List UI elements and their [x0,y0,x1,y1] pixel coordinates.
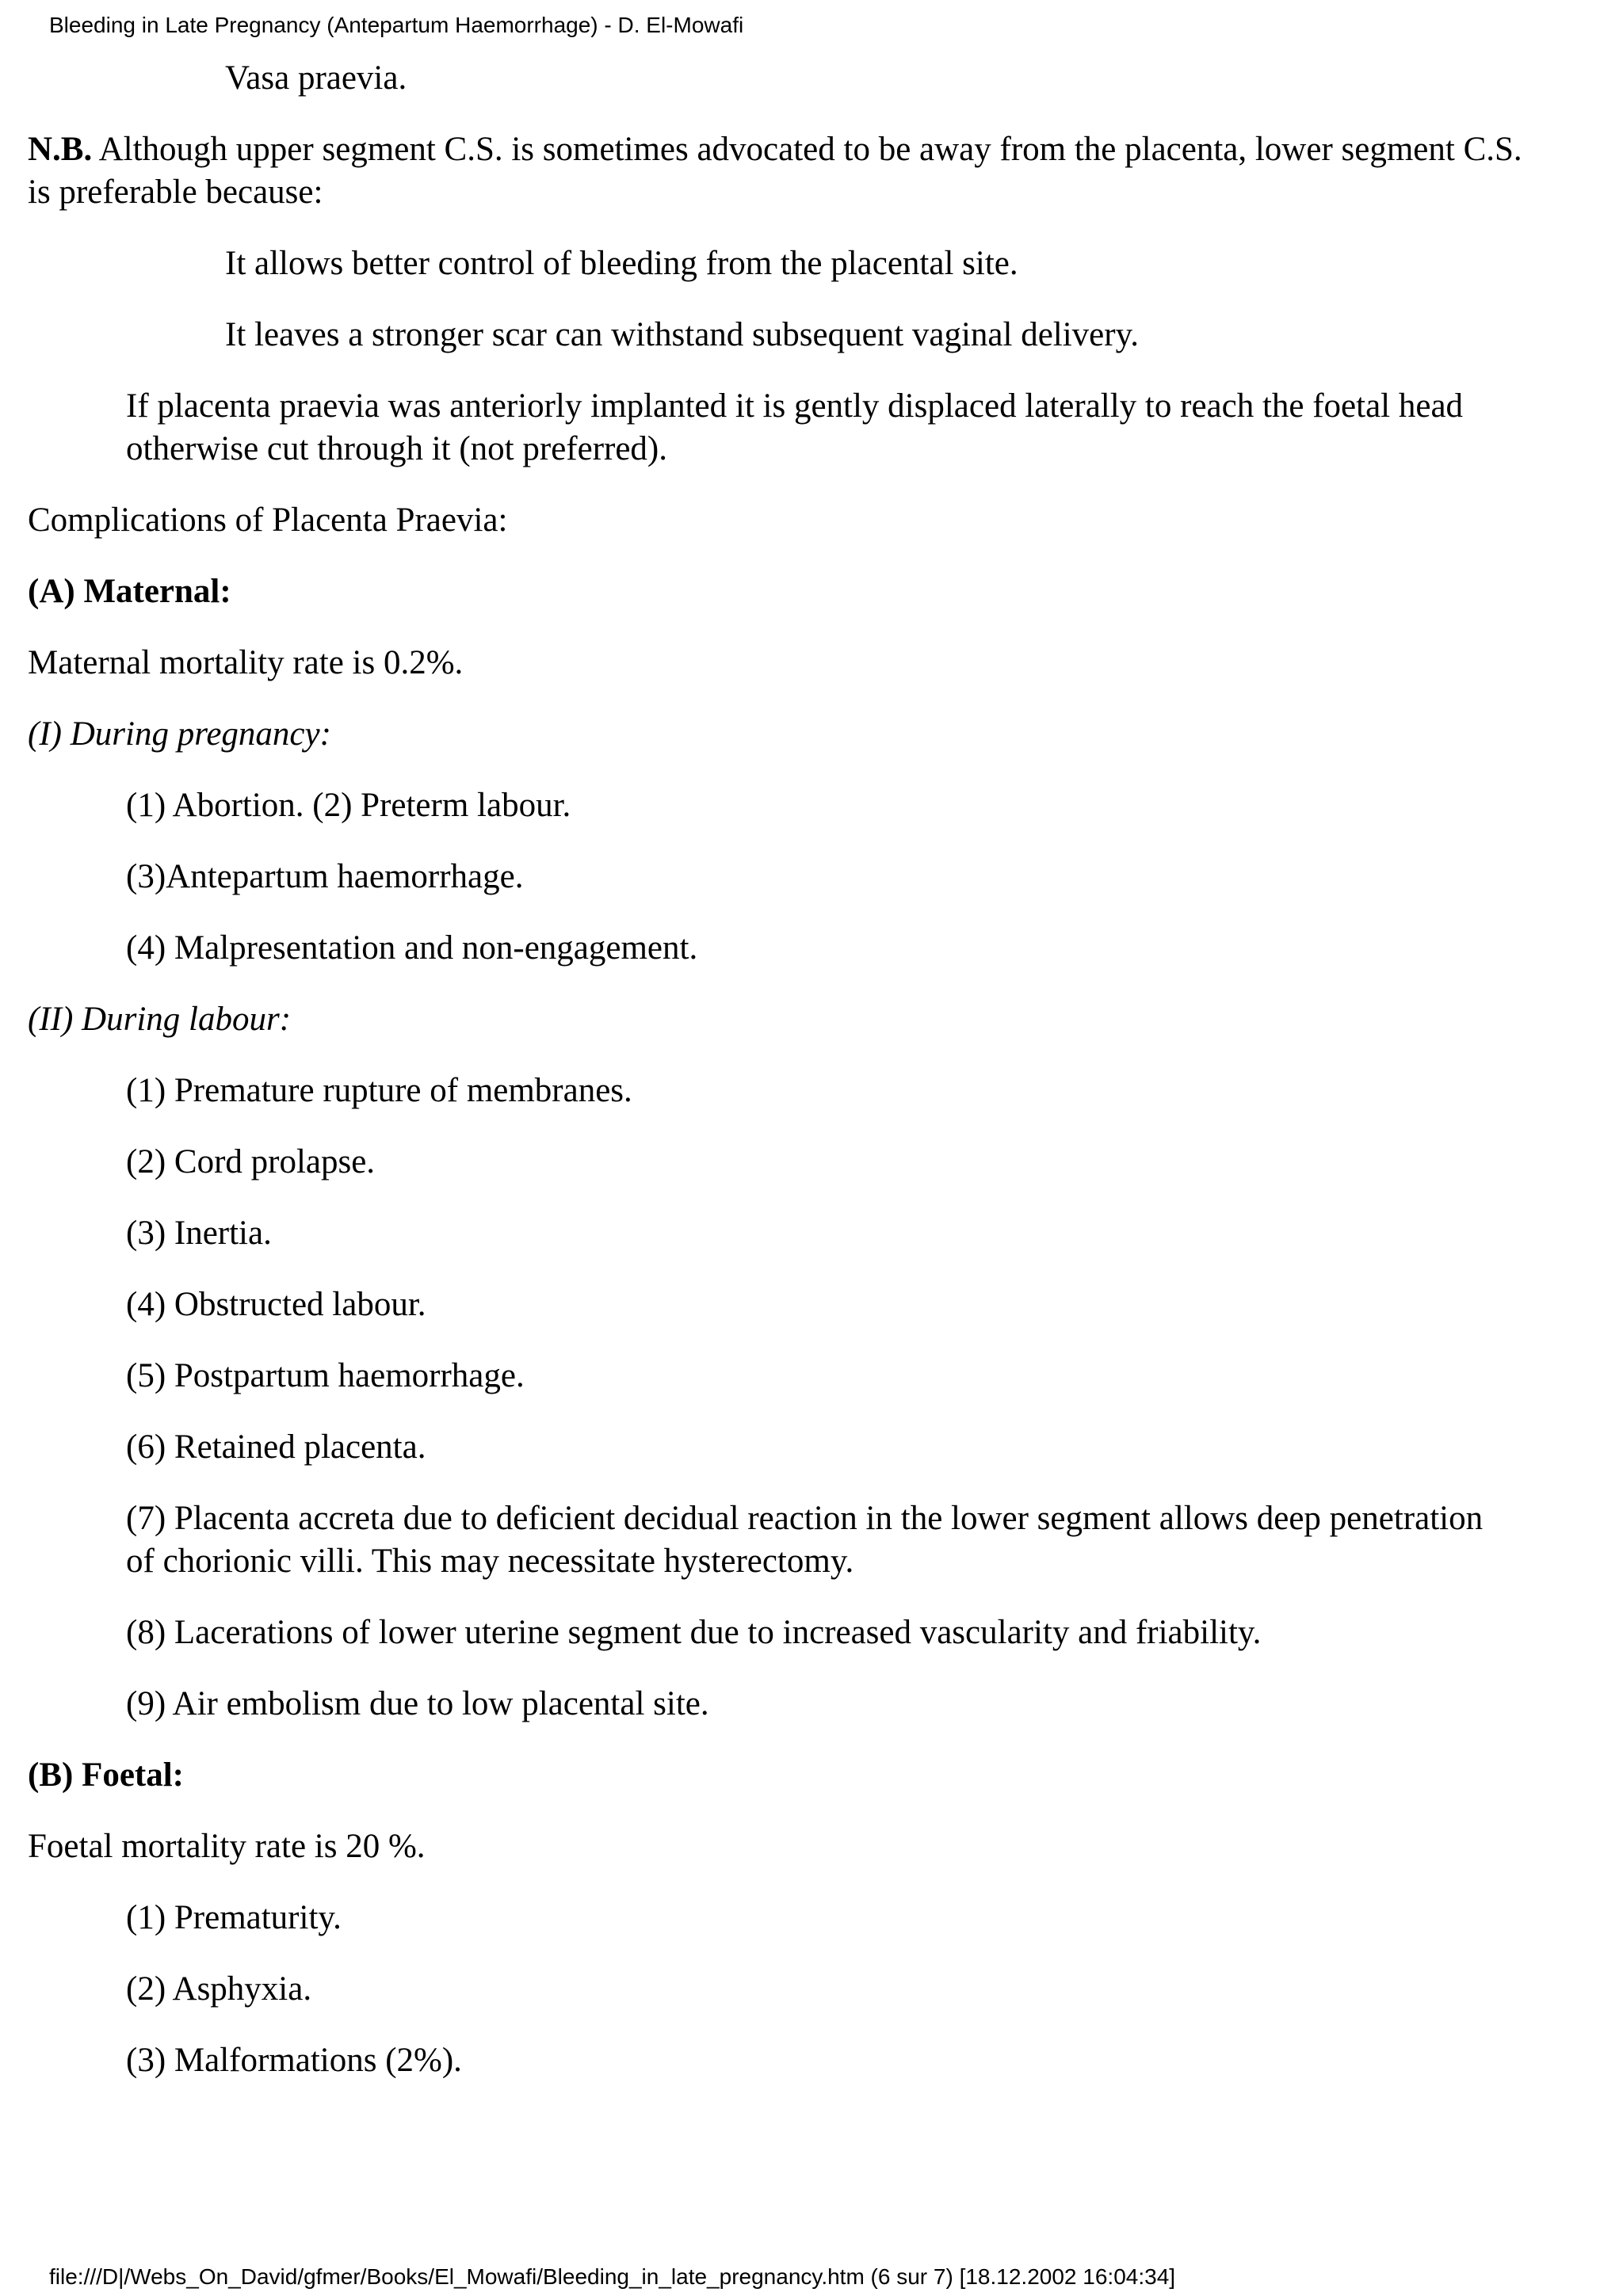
labour-item: (9) Air embolism due to low placental site. [126,1685,709,1722]
maternal-mortality: Maternal mortality rate is 0.2%. [28,644,464,681]
reason-item: It leaves a stronger scar can withstand subsequent vaginal delivery. [225,316,1140,353]
nb-label: N.B. [28,131,93,168]
nb-text: Although upper segment C.S. is sometimes advocated to be away from the placenta, lower segment C.S. is preferable because: [28,131,1522,211]
vasa-praevia-line: Vasa praevia. [225,59,407,97]
labour-item: (8) Lacerations of lower uterine segment due to increased vascularity and friability. [126,1614,1262,1651]
running-header: Bleeding in Late Pregnancy (Antepartum Haemorrhage) - D. El-Mowafi [49,13,744,37]
complications-heading: Complications of Placenta Praevia: [28,502,508,539]
foetal-item: (2) Asphyxia. [126,1970,312,2008]
maternal-heading: (A) Maternal: [28,573,231,610]
labour-item: (3) Inertia. [126,1215,272,1252]
labour-item: (5) Postpartum haemorrhage. [126,1357,525,1394]
foetal-mortality: Foetal mortality rate is 20 %. [28,1828,426,1865]
during-pregnancy-heading: (I) During pregnancy: [28,715,331,753]
pregnancy-item: (3)Antepartum haemorrhage. [126,858,524,895]
during-labour-heading: (II) During labour: [28,1001,292,1038]
pregnancy-item: (4) Malpresentation and non-engagement. [126,929,698,967]
anterior-note: If placenta praevia was anteriorly implanted it is gently displaced laterally to reach the foetal head otherwise cut through it (not preferred). [126,387,1464,467]
foetal-item: (3) Malformations (2%). [126,2042,462,2079]
labour-item: (7) Placenta accreta due to deficient decidual reaction in the lower segment allows deep penetration of chorionic villi. This may necessitate hysterectomy. [126,1500,1484,1580]
labour-item: (6) Retained placenta. [126,1428,426,1466]
foetal-heading: (B) Foetal: [28,1756,185,1794]
pregnancy-item: (1) Abortion. (2) Preterm labour. [126,787,571,824]
file-path-footer: file:///D|/Webs_On_David/gfmer/Books/El_Mowafi/Bleeding_in_late_pregnancy.htm (6 sur 7) [18.12.2002 16:04:34] [49,2264,1176,2289]
nb-paragraph [28,128,1529,214]
reason-item: It allows better control of bleeding from the placental site. [225,245,1018,282]
labour-item: (2) Cord prolapse. [126,1143,376,1180]
labour-item: (1) Premature rupture of membranes. [126,1072,632,1109]
foetal-item: (1) Prematurity. [126,1899,342,1936]
labour-item: (4) Obstructed labour. [126,1286,426,1323]
